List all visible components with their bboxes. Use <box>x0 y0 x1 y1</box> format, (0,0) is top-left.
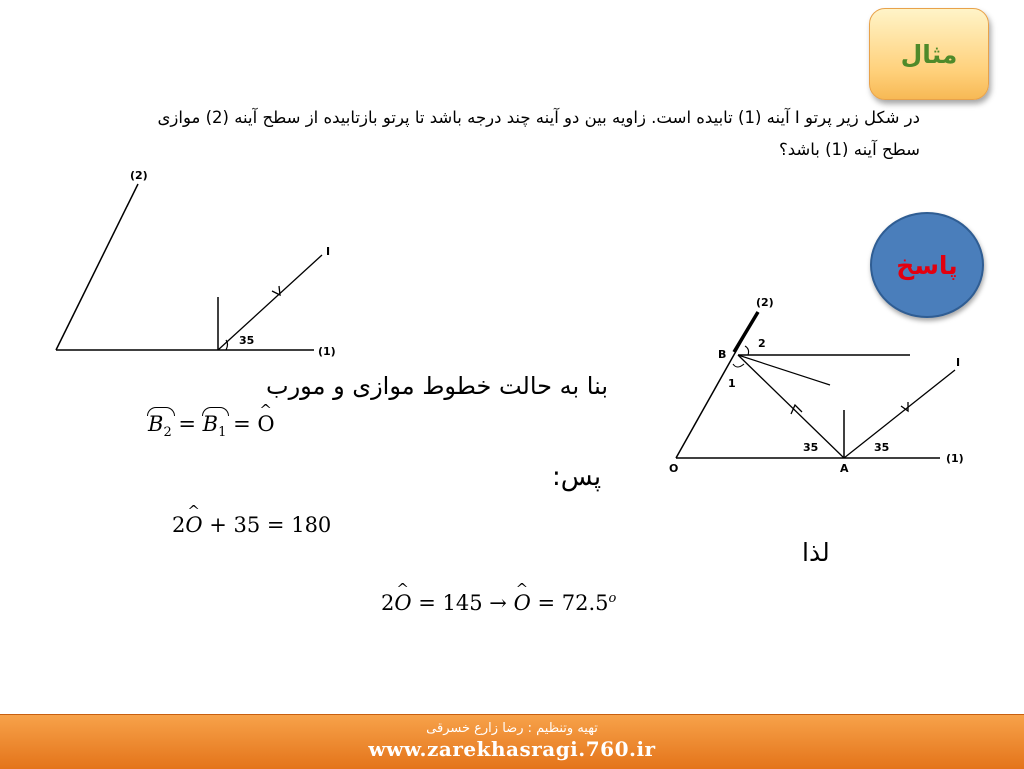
eq3-post: = 72.5 <box>530 591 609 615</box>
left-incident-ray <box>218 255 322 350</box>
eq1-b2-sub: 2 <box>163 425 172 441</box>
left-angle-arc <box>226 340 228 350</box>
right-label-35-right: 35 <box>874 441 890 454</box>
left-label-1: (1) <box>318 345 336 358</box>
right-normal-b <box>738 355 830 385</box>
left-label-35: 35 <box>239 334 255 347</box>
right-label-i: I <box>956 356 961 369</box>
eq2-o: ^ O <box>185 513 202 537</box>
equation-sum <box>172 513 331 537</box>
right-label-b: B <box>718 348 727 361</box>
eq2-post: + 35 = 180 <box>202 513 332 537</box>
right-label-a: A <box>840 462 849 475</box>
figure-left <box>40 160 360 370</box>
right-incident-ray <box>844 370 955 458</box>
eq1-b1-sub: 1 <box>218 425 227 441</box>
eq1-b2: B <box>148 412 164 436</box>
figure-right <box>660 290 980 480</box>
right-label-angle1: 1 <box>728 377 736 390</box>
answer-badge-label: پاسخ <box>896 250 958 280</box>
right-reflected-ray <box>738 355 844 458</box>
right-label-angle2: 2 <box>758 337 766 350</box>
example-badge-label: مثال <box>900 39 958 69</box>
question-line-1: در شکل زیر پرتو I آینه (1) تابیده است. زاویه بین دو آینه چند درجه باشد تا پرتو بازتابیده از سطح آینه (2) موازی <box>157 108 920 127</box>
right-label-1: (1) <box>946 452 964 465</box>
eq1-equals-1: = <box>171 412 203 436</box>
left-label-2: (2) <box>130 169 148 182</box>
footer-website[interactable]: www.zarekhasragi.760.ir <box>368 737 656 761</box>
then-text: پس: <box>552 462 602 492</box>
right-label-35-left: 35 <box>803 441 819 454</box>
parallel-lines-text: بنا به حالت خطوط موازی و مورب <box>266 372 609 400</box>
right-arc-2 <box>745 346 749 355</box>
eq1-o: ^ O <box>257 412 274 436</box>
footer-bar <box>0 714 1024 769</box>
eq1-b1: B <box>202 412 219 436</box>
equation-angles-equal <box>148 412 275 440</box>
answer-badge <box>870 212 984 318</box>
therefore-text: لذا <box>802 538 830 567</box>
eq2-pre: 2 <box>172 513 186 537</box>
left-mirror-2 <box>56 184 138 350</box>
eq3-degree: o <box>608 591 617 606</box>
example-badge <box>869 8 989 100</box>
question-text <box>42 102 920 166</box>
question-line-2: سطح آینه (1) باشد؟ <box>779 140 920 159</box>
eq3-o1: ^ O <box>394 591 411 615</box>
left-label-i: I <box>326 245 331 258</box>
footer-author: تهیه وتنظیم : رضا زارع خسرقی <box>426 721 598 736</box>
right-arc-1 <box>733 364 744 367</box>
equation-result <box>381 591 616 615</box>
right-label-o: O <box>669 462 679 475</box>
right-mirror-2 <box>676 312 758 458</box>
eq3-o2: ^ O <box>514 591 531 615</box>
eq3-mid: = 145 → <box>411 591 514 615</box>
eq3-pre: 2 <box>381 591 395 615</box>
right-label-2: (2) <box>756 296 774 309</box>
eq1-equals-2: = <box>226 412 258 436</box>
